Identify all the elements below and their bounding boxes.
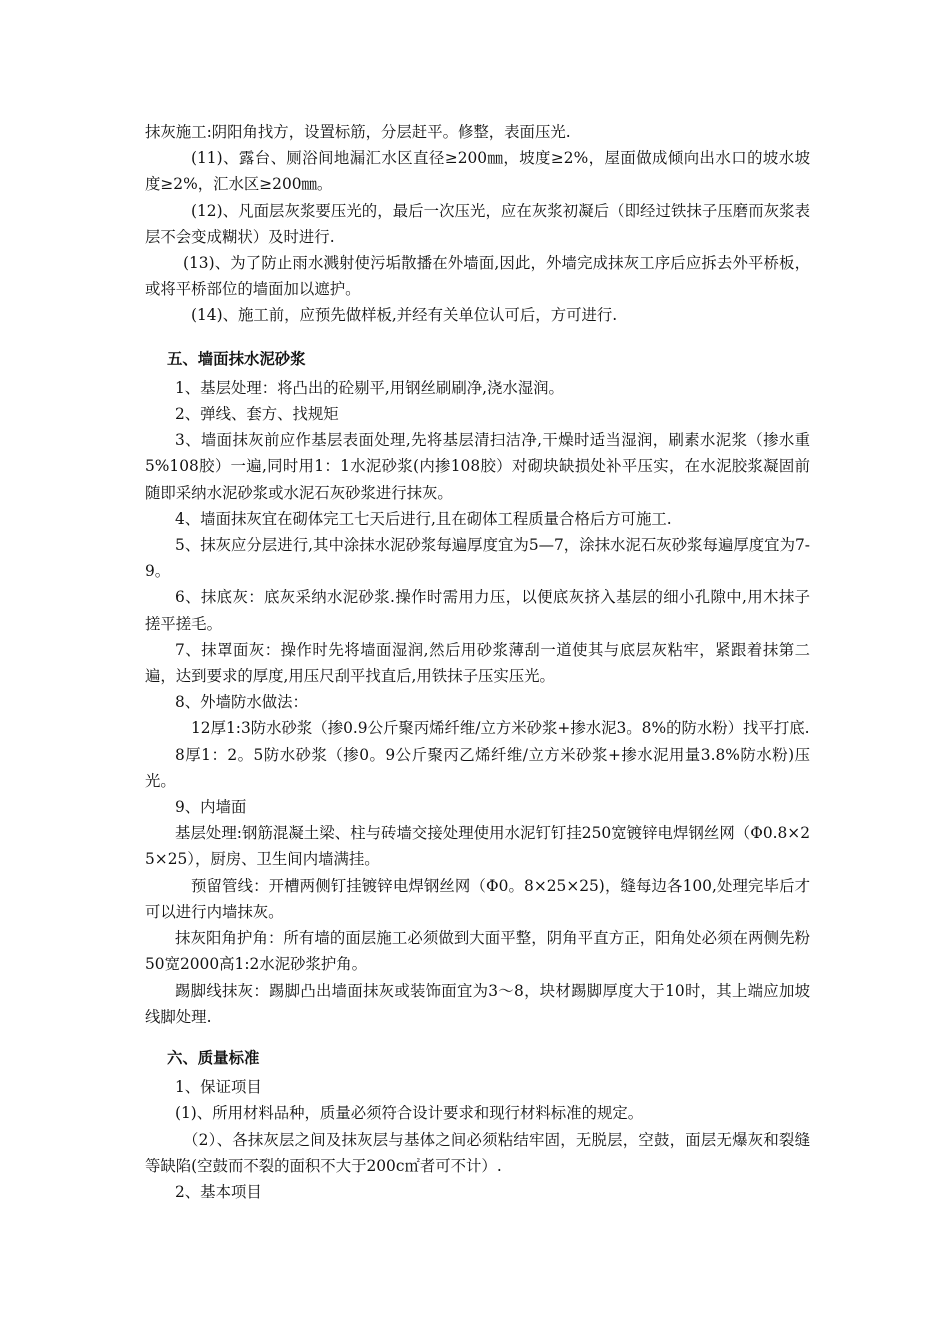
section-5-item: 1、基层处理：将凸出的砼剔平,用钢丝刷刷净,浇水湿润。 [175, 378, 564, 397]
section-5-item: 7、抹罩面灰：操作时先将墙面湿润,然后用砂浆薄刮一道使其与底层灰粘牢，紧跟着抹第二遍，达到要求的厚度,用压尺刮平找直后,用铁抹子压实压光。 [145, 640, 810, 686]
section-5-item: 4、墙面抹灰宜在砌体完工七天后进行,且在砌体工程质量合格后方可施工. [175, 509, 672, 528]
section-5-item: 踢脚线抹灰：踢脚凸出墙面抹灰或装饰面宜为3～8，块材踢脚厚度大于10时，其上端应加坡线脚处理. [145, 981, 810, 1026]
section-5-body [145, 375, 810, 1030]
section-5-item: 抹灰阳角护角：所有墙的面层施工必须做到大面平整，阴角平直方正，阳角处必须在两侧先粉50宽2000高1:2水泥砂浆护角。 [145, 929, 810, 974]
document-body [145, 119, 810, 1205]
section-6-item: (1)、所用材料品种，质量必须符合设计要求和现行材料标准的规定。 [175, 1104, 644, 1123]
section-heading-6: 六、质量标准 [167, 1048, 260, 1067]
section-5-item: 8、外墙防水做法： [175, 693, 308, 712]
paragraph-item-13: (13)、为了防止雨水溅射使污垢散播在外墙面,因此，外墙完成抹灰工序后应拆去外平桥板，或将平桥部位的墙面加以遮护。 [145, 254, 810, 299]
paragraph-item-11: (11)、露台、厕浴间地漏汇水区直径≥200㎜，坡度≥2%，屋面做成倾向出水口的坡水坡度≥2%，汇水区≥200㎜。 [145, 149, 810, 194]
paragraph-plaster-construction: 抹灰施工:阴阳角找方，设置标筋，分层赶平。修整，表面压光. [145, 123, 571, 141]
section-5-item: 基层处理:钢筋混凝土梁、柱与砖墙交接处理使用水泥钉钉挂250宽镀锌电焊钢丝网（Φ0.8×25×25），厨房、卫生间内墙满挂。 [145, 824, 810, 869]
section-5-item: 12厚1:3防水砂浆（掺0.9公斤聚丙烯纤维/立方米砂浆+掺水泥3。8%的防水粉）找平打底. [191, 719, 810, 738]
section-heading-5: 五、墙面抹水泥砂浆 [167, 349, 306, 368]
section-6-item: 1、保证项目 [175, 1078, 262, 1097]
section-5-item: 6、抹底灰：底灰采纳水泥砂浆.操作时需用力压，以便底灰挤入基层的细小孔隙中,用木抹子搓平搓毛。 [145, 588, 810, 633]
section-6-item: 2、基本项目 [175, 1182, 262, 1201]
paragraph-item-14: (14)、施工前，应预先做样板,并经有关单位认可后，方可进行. [191, 306, 618, 325]
section-5-item: 2、弹线、套方、找规矩 [175, 405, 339, 424]
section-5-item: 5、抹灰应分层进行,其中涂抹水泥砂浆每遍厚度宜为5—7，涂抹水泥石灰砂浆每遍厚度宜为7-9。 [145, 536, 810, 581]
section-6-body [145, 1074, 810, 1205]
section-5-item: 8厚1：2。5防水砂浆（掺0。9公斤聚丙乙烯纤维/立方米砂浆+掺水泥用量3.8%防水粉)压光。 [145, 745, 810, 790]
paragraph-item-12: (12)、凡面层灰浆要压光的，最后一次压光，应在灰浆初凝后（即经过铁抹子压磨而灰浆表层不会变成糊状）及时进行. [145, 201, 810, 246]
section-6-item: （2）、各抹灰层之间及抹灰层与基体之间必须粘结牢固，无脱层，空鼓，面层无爆灰和裂缝等缺陷(空鼓而不裂的面积不大于200c㎡者可不计）. [145, 1130, 810, 1175]
section-5-item: 9、内墙面 [175, 798, 247, 817]
section-5-item: 3、墙面抹灰前应作基层表面处理,先将基层清扫洁净,干燥时适当湿润，刷素水泥浆（掺水重5%108胶）一遍,同时用1：1水泥砂浆(内掺108胶）对砌块缺损处补平压实，在水泥胶浆凝固前随即采纳水泥砂浆或水泥石灰砂浆进行抹灰。 [145, 431, 810, 502]
section-5-item: 预留管线：开槽两侧钉挂镀锌电焊钢丝网（Φ0。8×25×25)，缝每边各100,处理完毕后才可以进行内墙抹灰。 [145, 876, 810, 921]
